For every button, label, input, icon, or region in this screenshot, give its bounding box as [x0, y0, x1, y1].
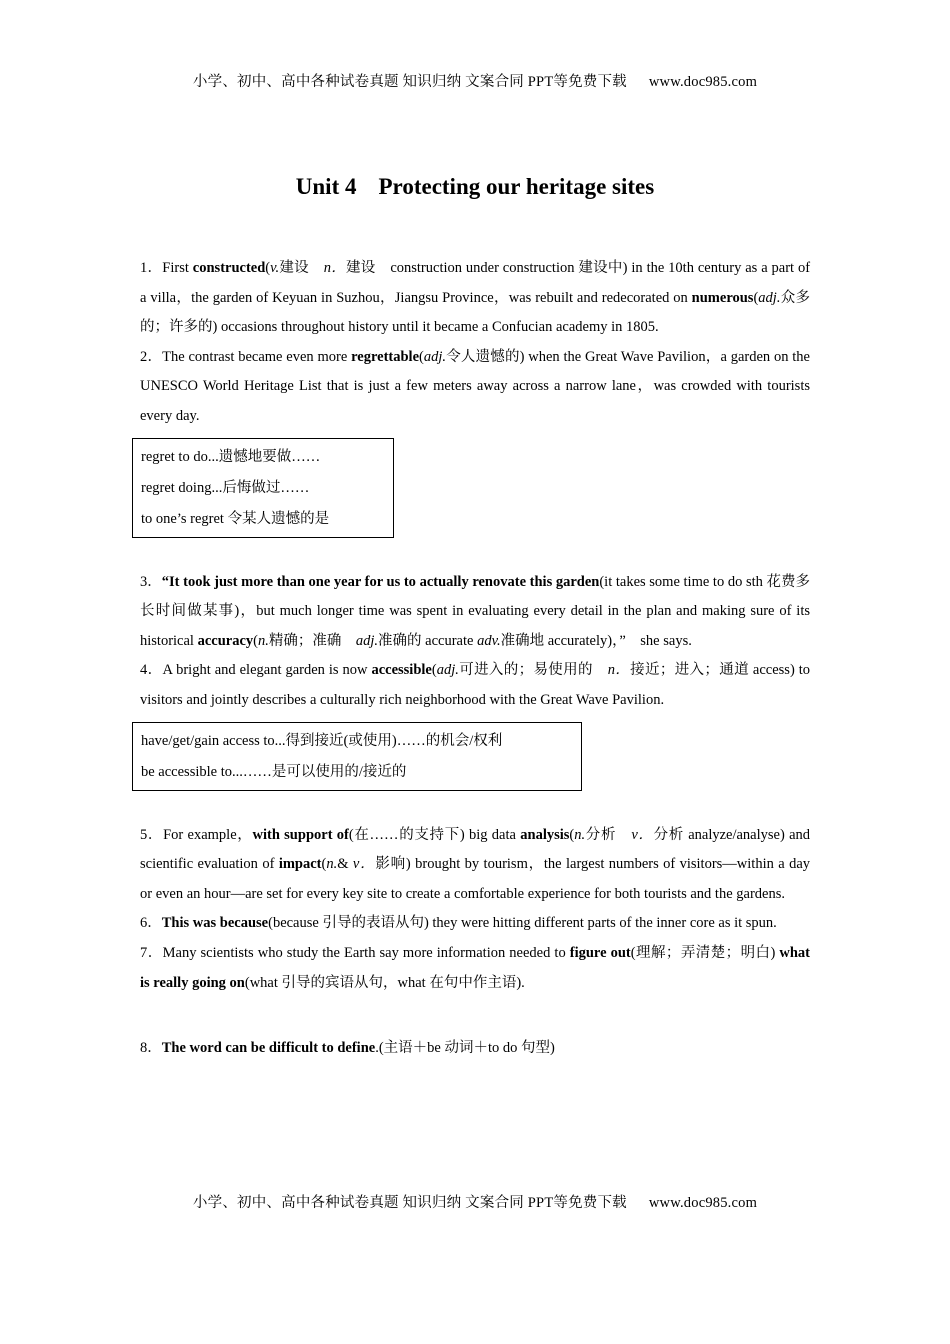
note-line: to one’s regret 令某人遗憾的是 — [141, 510, 330, 527]
note-line: regret to do...遗憾地要做…… — [141, 448, 321, 465]
note-box-access — [132, 722, 582, 791]
footer-site: www.doc985.com — [648, 1195, 758, 1211]
page-title — [0, 174, 950, 200]
sentence-7: 7．Many scientists who study the Earth say more information needed to figure out(理解；弄清楚；明白) what is really going on(what 引导的宾语从句，what 在句中作主语). — [140, 944, 810, 991]
title-unit: Unit 4 — [295, 174, 357, 199]
sentence-5: 5．For example，with support of(在……的支持下) big data analysis(n.分析 v．分析 analyze/analyse) and scientific evaluation of impact(n.& v．影响) brought by tourism，the largest numbers of visitors—within a day or even an hour—are set for every key site to create a comfortable experience for both tourists and the gardens. — [140, 826, 811, 902]
title-name: Protecting our heritage sites — [378, 174, 655, 199]
note-line: be accessible to...……是可以使用的/接近的 — [141, 763, 407, 780]
note-line: regret doing...后悔做过…… — [141, 479, 310, 496]
footer-text: 小学、初中、高中各种试卷真题 知识归纳 文案合同 PPT等免费下载 — [192, 1195, 627, 1211]
sentence-4: 4．A bright and elegant garden is now accessible(adj.可进入的；易使用的 n．接近；进入；通道 access) to visitors and jointly describes a culturally rich neighborhood with the Great Wave Pavilion. — [140, 662, 811, 708]
header-text: 小学、初中、高中各种试卷真题 知识归纳 文案合同 PPT等免费下载 — [192, 74, 627, 90]
note-line: have/get/gain access to...得到接近(或使用)……的机会/权利 — [141, 732, 503, 749]
page-header — [0, 70, 950, 91]
sentence-2: 2．The contrast became even more regrettable(adj.令人遗憾的) when the Great Wave Pavilion，a garden on the UNESCO World Heritage List that is just a few meters away across a narrow lane，was crowded with tourists every day. — [140, 348, 810, 424]
document-body — [140, 254, 810, 1064]
sentence-3: 3．“It took just more than one year for us to actually renovate this garden(it takes some time to do sth 花费多长时间做某事)，but much longer time was spent in evaluating every detail in the plan and making sure of its historical accuracy(n.精确；准确 adj.准确的 accurate adv.准确地 accurately)，” she says. — [140, 573, 810, 649]
page-footer — [0, 1191, 950, 1212]
sentence-1: 1．First constructed(v.建设 n．建设 construction under construction 建设中) in the 10th century as a part of a villa，the garden of Keyuan in Suzhou，Jiangsu Province，was rebuilt and redecorated on numerous(adj.众多的；许多的) occasions throughout history until it became a Confucian academy in 1805. — [140, 260, 811, 336]
header-site: www.doc985.com — [648, 74, 758, 90]
note-box-regret — [132, 438, 394, 538]
sentence-6: 6．This was because(because 引导的表语从句) they were hitting different parts of the inner core as it spun. — [140, 915, 777, 932]
sentence-8: 8．The word can be difficult to define.(主语＋be 动词＋to do 句型) — [140, 1040, 555, 1057]
